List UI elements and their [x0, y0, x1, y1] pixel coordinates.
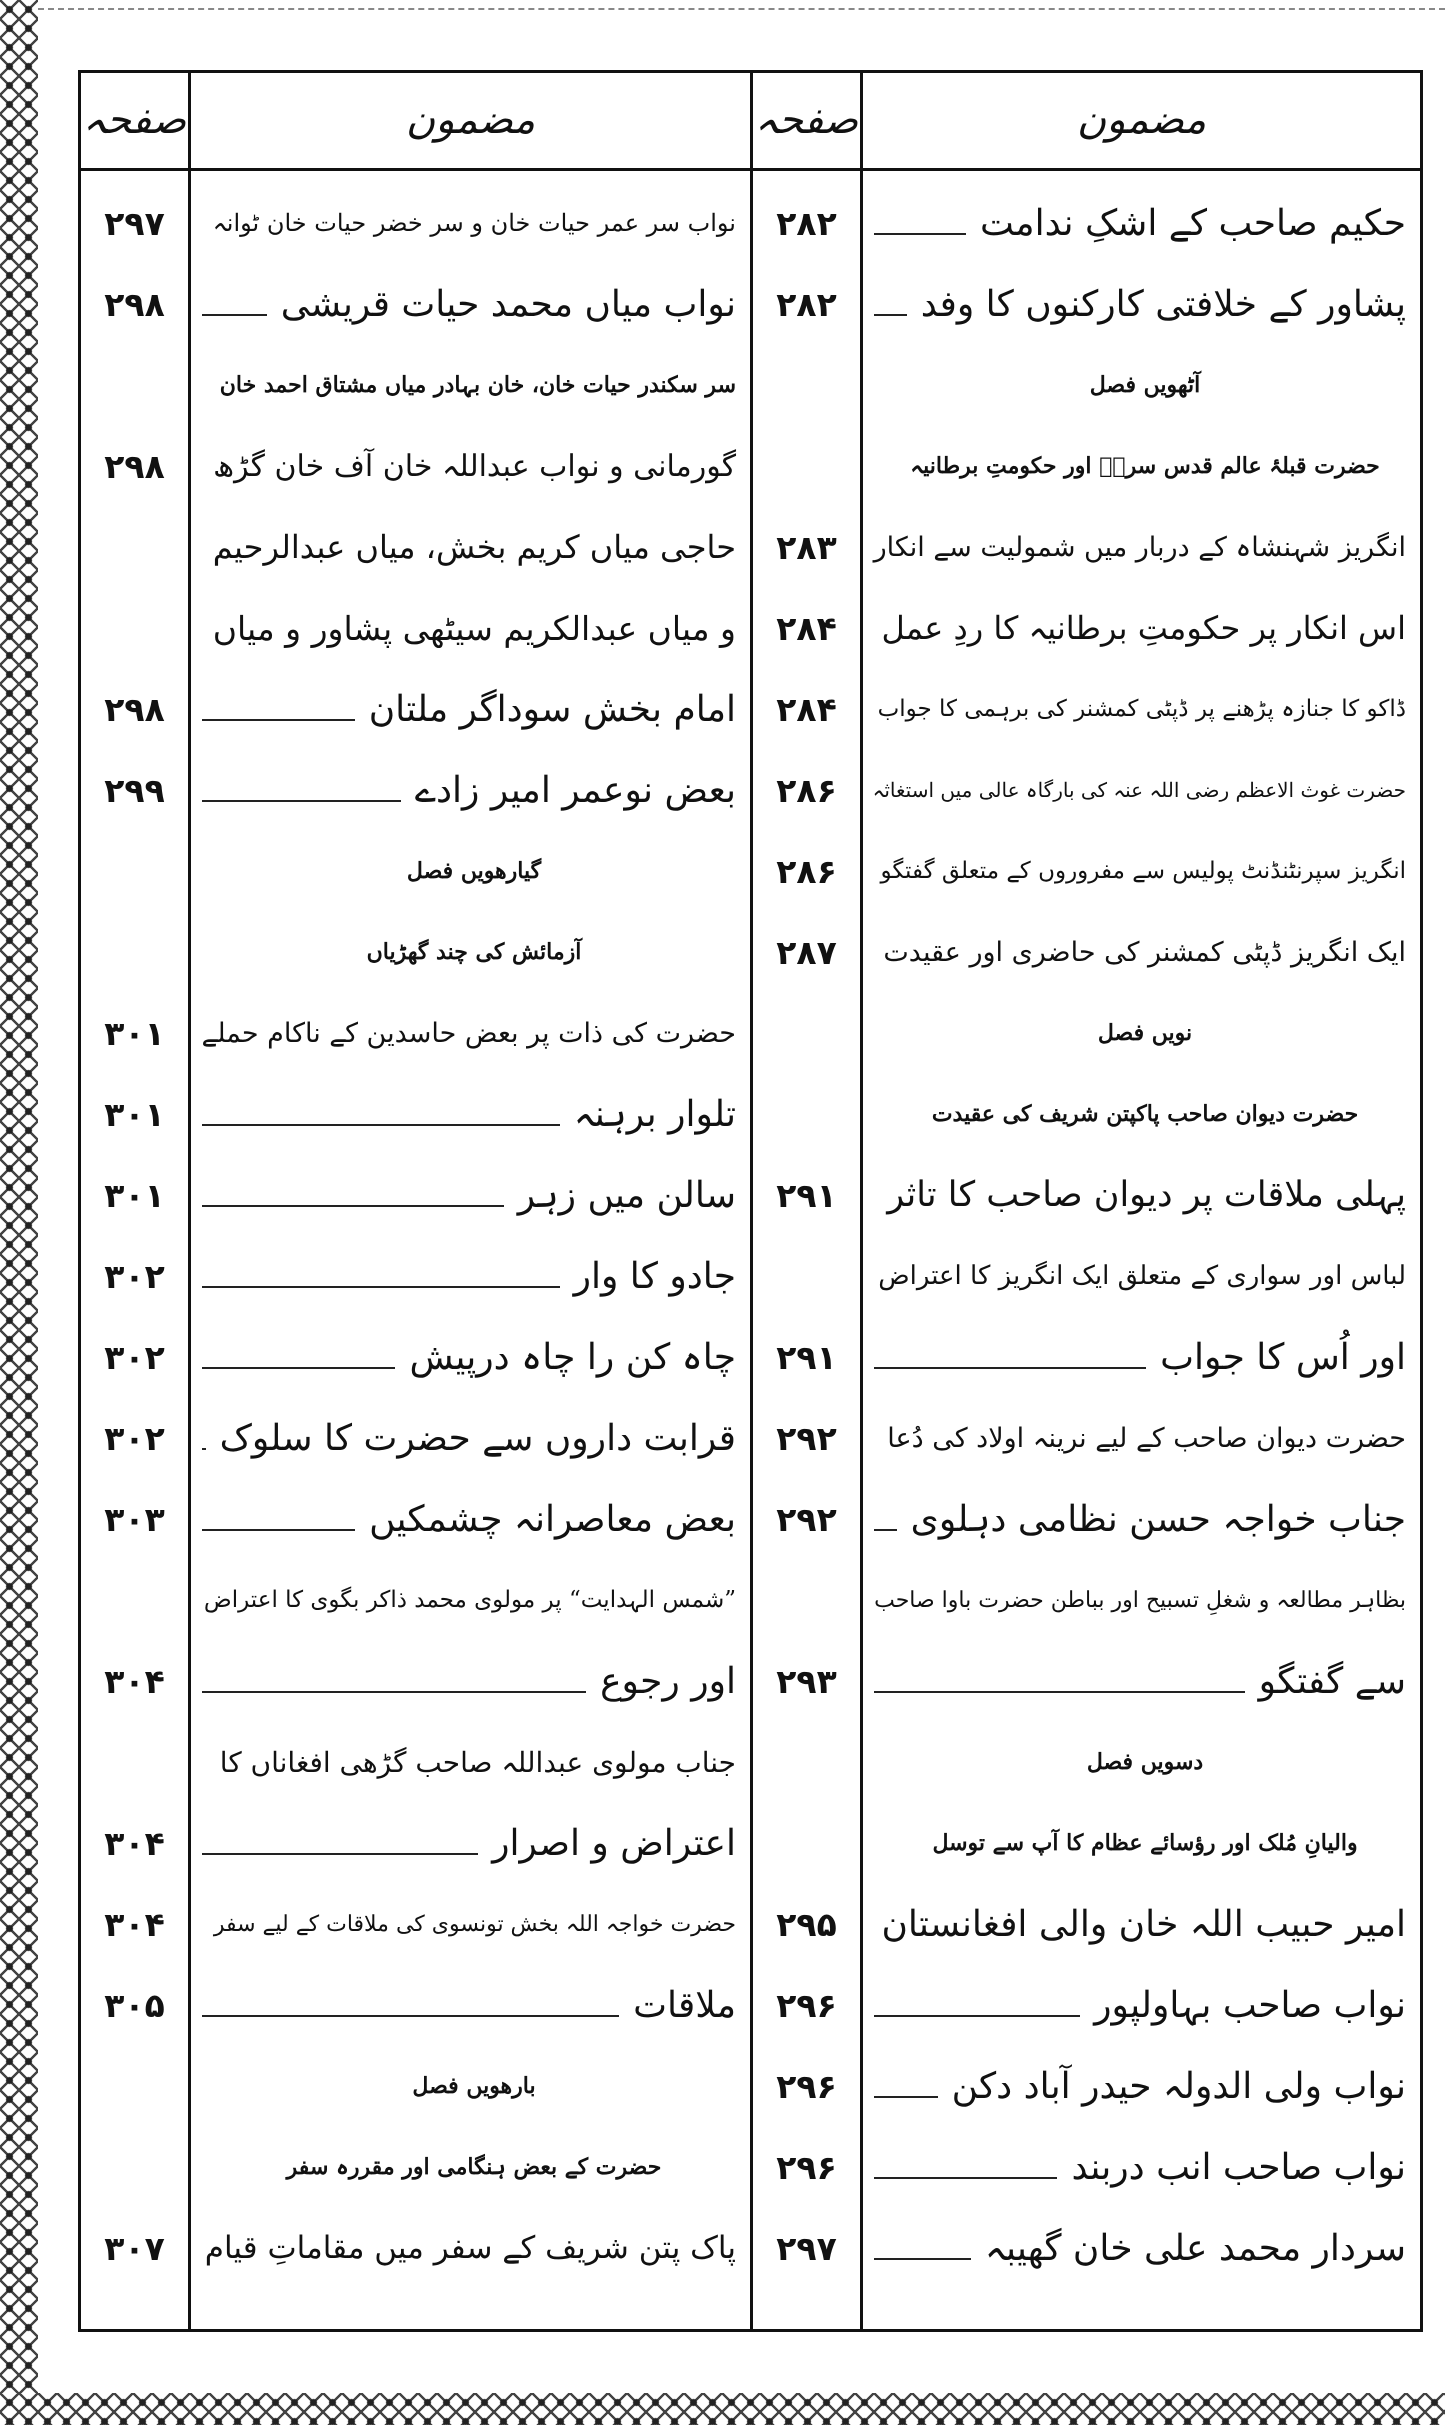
- entry-page-number: ۲۹۳: [776, 1661, 837, 1701]
- toc-entry: [202, 1162, 736, 1228]
- toc-entry: [202, 1081, 736, 1147]
- entry-title: تلوار برہنہ: [573, 1093, 736, 1135]
- left-column: [81, 190, 750, 2310]
- entry-title: امام بخش سوداگر ملتان: [368, 688, 736, 730]
- toc-entry: [202, 1324, 736, 1390]
- entry-title: بظاہر مطالعہ و شغلِ تسبیح اور بباطن حضرت باوا صاحب: [874, 1587, 1406, 1613]
- leader-line: [202, 1124, 560, 1126]
- leader-line: [874, 2096, 938, 2098]
- entry-title: بعض معاصرانہ چشمکیں: [369, 1498, 736, 1540]
- entry-title: نواب سر عمر حیات خان و سر خضر حیات خان ٹوانہ: [212, 209, 736, 237]
- entry-page-number: ۳۰۲: [104, 1256, 165, 1296]
- toc-entry: [202, 1243, 736, 1309]
- left-subject-header: مضمون: [405, 97, 536, 143]
- section-heading: حضرت قبلۂ عالم قدس سرہٗ اور حکومتِ برطانیہ: [910, 453, 1380, 479]
- leader-line: [874, 2015, 1080, 2017]
- toc-entry: [874, 1486, 1406, 1552]
- entry-page-number: ۳۰۱: [104, 1175, 165, 1215]
- entry-title: اور رجوع: [600, 1660, 736, 1702]
- leader-line: [202, 1205, 504, 1207]
- entry-page-number: ۳۰۷: [104, 2228, 165, 2268]
- entry-page-number: ۲۹۵: [776, 1904, 837, 1944]
- entry-page-number: ۲۹۸: [104, 446, 165, 486]
- toc-entry: [874, 676, 1406, 742]
- entry-title: بعض نوعمر امیر زادے: [414, 769, 736, 811]
- leader-line: [874, 1529, 897, 1531]
- entry-page-number: [81, 1567, 188, 1633]
- leader-line: [202, 1853, 478, 1855]
- entry-page-number: [81, 595, 188, 661]
- toc-entry: [874, 271, 1406, 337]
- entry-title: چاہ کن را چاہ درپیش: [409, 1336, 736, 1378]
- entry-page-number: ۳۰۴: [104, 1823, 165, 1863]
- section-heading: دسویں فصل: [1086, 1749, 1204, 1775]
- entry-page-number: ۲۹۸: [104, 689, 165, 729]
- toc-entry: [874, 838, 1406, 904]
- entry-title: نواب صاحب انب دربند: [1071, 2146, 1406, 2188]
- toc-entry: [874, 2215, 1406, 2281]
- leader-line: [874, 2258, 971, 2260]
- entry-title: انگریز شہنشاہ کے دربار میں شمولیت سے انکار: [873, 531, 1406, 563]
- toc-entry: [202, 1891, 736, 1957]
- toc-entry: [202, 514, 736, 580]
- leader-line: [874, 1367, 1146, 1369]
- toc-entry: [202, 2215, 736, 2281]
- entry-page-number: ۲۸۳: [776, 527, 837, 567]
- entry-title: نواب میاں محمد حیات قریشی: [280, 283, 736, 325]
- toc-entry: [874, 757, 1406, 823]
- leader-line: [202, 1448, 206, 1450]
- entry-title: گورمانی و نواب عبداللہ خان آف خان گڑھ: [213, 448, 736, 484]
- entry-title: لباس اور سواری کے متعلق ایک انگریز کا اعتراض: [878, 1261, 1406, 1291]
- section-heading: گیارھویں فصل: [406, 858, 542, 884]
- section-heading: حضرت کے بعض ہنگامی اور مقررہ سفر: [286, 2154, 662, 2180]
- leader-line: [202, 800, 401, 802]
- entry-title: حضرت دیوان صاحب کے لیے نرینہ اولاد کی دُعا: [887, 1422, 1406, 1454]
- entry-title: حکیم صاحب کے اشکِ ندامت: [979, 202, 1406, 244]
- entry-title: پہلی ملاقات پر دیوان صاحب کا تاثر: [887, 1175, 1406, 1215]
- top-dashed-edge: [38, 0, 1445, 10]
- entry-page-number: [81, 352, 188, 418]
- entry-title: سالن میں زہر: [517, 1174, 736, 1216]
- entry-title: ملاقات: [633, 1984, 736, 2026]
- toc-entry: [874, 1405, 1406, 1471]
- entry-title: انگریز سپرنٹنڈنٹ پولیس سے مفروروں کے متعلق گفتگو: [880, 858, 1406, 884]
- section-heading: والیانِ مُلک اور رؤسائے عظام کا آپ سے توسل: [932, 1830, 1358, 1856]
- right-page-header: صفحہ: [754, 97, 859, 143]
- entry-page-number: ۲۸۴: [776, 689, 837, 729]
- section-heading: آزمائش کی چند گھڑیاں: [366, 939, 582, 965]
- entry-page-number: ۲۹۸: [104, 284, 165, 324]
- entry-page-number: ۲۹۱: [776, 1337, 837, 1377]
- entry-title: ایک انگریز ڈپٹی کمشنر کی حاضری اور عقیدت: [883, 936, 1406, 968]
- toc-entry: [874, 1972, 1406, 2038]
- section-heading: بارھویں فصل: [412, 2073, 536, 2099]
- entry-title: قرابت داروں سے حضرت کا سلوک: [219, 1417, 736, 1459]
- entry-title: حضرت کی ذات پر بعض حاسدین کے ناکام حملے: [201, 1017, 736, 1049]
- header-underline: [78, 168, 1423, 171]
- entry-title: اور اُس کا جواب: [1160, 1336, 1406, 1378]
- left-page-header: صفحہ: [82, 97, 187, 143]
- leader-line: [202, 719, 355, 721]
- toc-entry: [202, 1972, 736, 2038]
- entry-title: اس انکار پر حکومتِ برطانیہ کا ردِ عمل: [881, 609, 1406, 647]
- entry-page-number: ۲۸۶: [776, 770, 837, 810]
- toc-entry: [874, 1648, 1406, 1714]
- entry-page-number: [81, 1729, 188, 1795]
- section-heading: نویں فصل: [1097, 1020, 1193, 1046]
- leader-line: [202, 1286, 560, 1288]
- toc-entry: [874, 919, 1406, 985]
- toc-entry: [874, 514, 1406, 580]
- entry-title: سر سکندر حیات خان، خان بہادر میاں مشتاق احمد خان: [219, 372, 736, 398]
- leader-line: [874, 233, 966, 235]
- entry-title: ڈاکو کا جنازہ پڑھنے پر ڈپٹی کمشنر کی برہمی کا جواب: [877, 696, 1406, 722]
- entry-page-number: ۳۰۴: [104, 1904, 165, 1944]
- entry-title: جناب مولوی عبداللہ صاحب گڑھی افغاناں کا: [219, 1745, 736, 1779]
- entry-page-number: [753, 1243, 860, 1309]
- toc-entry: [874, 595, 1406, 661]
- entry-page-number: ۲۹۷: [104, 203, 165, 243]
- toc-entry: [874, 2134, 1406, 2200]
- toc-entry: [202, 1405, 736, 1471]
- toc-entry: [202, 433, 736, 499]
- entry-page-number: ۲۹۶: [776, 1985, 837, 2025]
- entry-page-number: ۲۸۴: [776, 608, 837, 648]
- entry-page-number: ۲۹۶: [776, 2066, 837, 2106]
- entry-title: پشاور کے خلافتی کارکنوں کا وفد: [920, 283, 1406, 325]
- toc-entry: [202, 1648, 736, 1714]
- decorative-border-left: [0, 0, 38, 2425]
- toc-entry: [202, 1486, 736, 1552]
- entry-page-number: [753, 1567, 860, 1633]
- toc-entry: [874, 190, 1406, 256]
- decorative-border-bottom: [0, 2393, 1445, 2425]
- toc-entry: [874, 1324, 1406, 1390]
- toc-entry: [874, 1567, 1406, 1633]
- entry-title: ”شمس الہدایت“ پر مولوی محمد ذاکر بگوی کا اعتراض: [203, 1587, 736, 1613]
- entry-page-number: ۳۰۱: [104, 1013, 165, 1053]
- entry-title: پاک پتن شریف کے سفر میں مقاماتِ قیام: [204, 2230, 736, 2266]
- right-column: [753, 190, 1420, 2310]
- entry-page-number: ۲۹۹: [104, 770, 165, 810]
- toc-entry: [874, 1162, 1406, 1228]
- leader-line: [202, 2015, 619, 2017]
- entry-title: حضرت غوث الاعظم رضی اللہ عنہ کی بارگاہ عالی میں استغاثہ: [872, 778, 1406, 802]
- toc-entry: [202, 1000, 736, 1066]
- entry-page-number: ۲۹۱: [776, 1175, 837, 1215]
- leader-line: [874, 1691, 1245, 1693]
- toc-entry: [202, 676, 736, 742]
- leader-line: [202, 1691, 586, 1693]
- toc-entry: [202, 1729, 736, 1795]
- leader-line: [874, 314, 907, 316]
- entry-page-number: [81, 514, 188, 580]
- section-heading: حضرت دیوان صاحب پاکپتن شریف کی عقیدت: [931, 1101, 1359, 1127]
- entry-title: امیر حبیب اللہ خان والی افغانستان: [881, 1903, 1406, 1945]
- toc-entry: [202, 190, 736, 256]
- leader-line: [874, 2177, 1057, 2179]
- toc-entry: [202, 352, 736, 418]
- entry-title: جادو کا وار: [573, 1255, 736, 1297]
- entry-page-number: ۲۸۶: [776, 851, 837, 891]
- entry-title: نواب ولی الدولہ حیدر آباد دکن: [951, 2065, 1406, 2107]
- toc-entry: [202, 1567, 736, 1633]
- entry-page-number: ۲۸۲: [776, 284, 837, 324]
- leader-line: [202, 1529, 355, 1531]
- entry-page-number: ۳۰۴: [104, 1661, 165, 1701]
- toc-entry: [202, 271, 736, 337]
- entry-title: اعتراض و اصرار: [492, 1822, 736, 1864]
- entry-page-number: ۲۹۷: [776, 2228, 837, 2268]
- entry-title: سردار محمد علی خان گھیبہ: [984, 2227, 1406, 2269]
- section-heading: آٹھویں فصل: [1089, 372, 1201, 398]
- entry-title: و میاں عبدالکریم سیٹھی پشاور و میاں: [212, 608, 736, 648]
- entry-title: سے گفتگو: [1258, 1660, 1406, 1702]
- right-subject-header: مضمون: [1076, 97, 1207, 143]
- toc-entry: [202, 595, 736, 661]
- entry-title: حاجی میاں کریم بخش، میاں عبدالرحیم: [212, 528, 736, 566]
- toc-entry: [874, 1243, 1406, 1309]
- entry-title: حضرت خواجہ اللہ بخش تونسوی کی ملاقات کے لیے سفر: [213, 1911, 736, 1937]
- entry-page-number: ۳۰۱: [104, 1094, 165, 1134]
- leader-line: [202, 1367, 395, 1369]
- toc-entry: [202, 1810, 736, 1876]
- entry-page-number: ۲۹۲: [776, 1418, 837, 1458]
- toc-entry: [874, 2053, 1406, 2119]
- entry-page-number: ۳۰۵: [104, 1985, 165, 2025]
- entry-page-number: ۳۰۳: [104, 1499, 165, 1539]
- toc-entry: [202, 757, 736, 823]
- leader-line: [202, 314, 267, 316]
- entry-page-number: ۳۰۲: [104, 1418, 165, 1458]
- entry-title: نواب صاحب بہاولپور: [1094, 1984, 1406, 2026]
- entry-page-number: ۲۸۲: [776, 203, 837, 243]
- toc-entry: [874, 1891, 1406, 1957]
- entry-title: جناب خواجہ حسن نظامی دہلوی: [910, 1498, 1406, 1540]
- entry-page-number: ۲۸۷: [776, 932, 837, 972]
- entry-page-number: ۲۹۲: [776, 1499, 837, 1539]
- entry-page-number: ۳۰۲: [104, 1337, 165, 1377]
- entry-page-number: ۲۹۶: [776, 2147, 837, 2187]
